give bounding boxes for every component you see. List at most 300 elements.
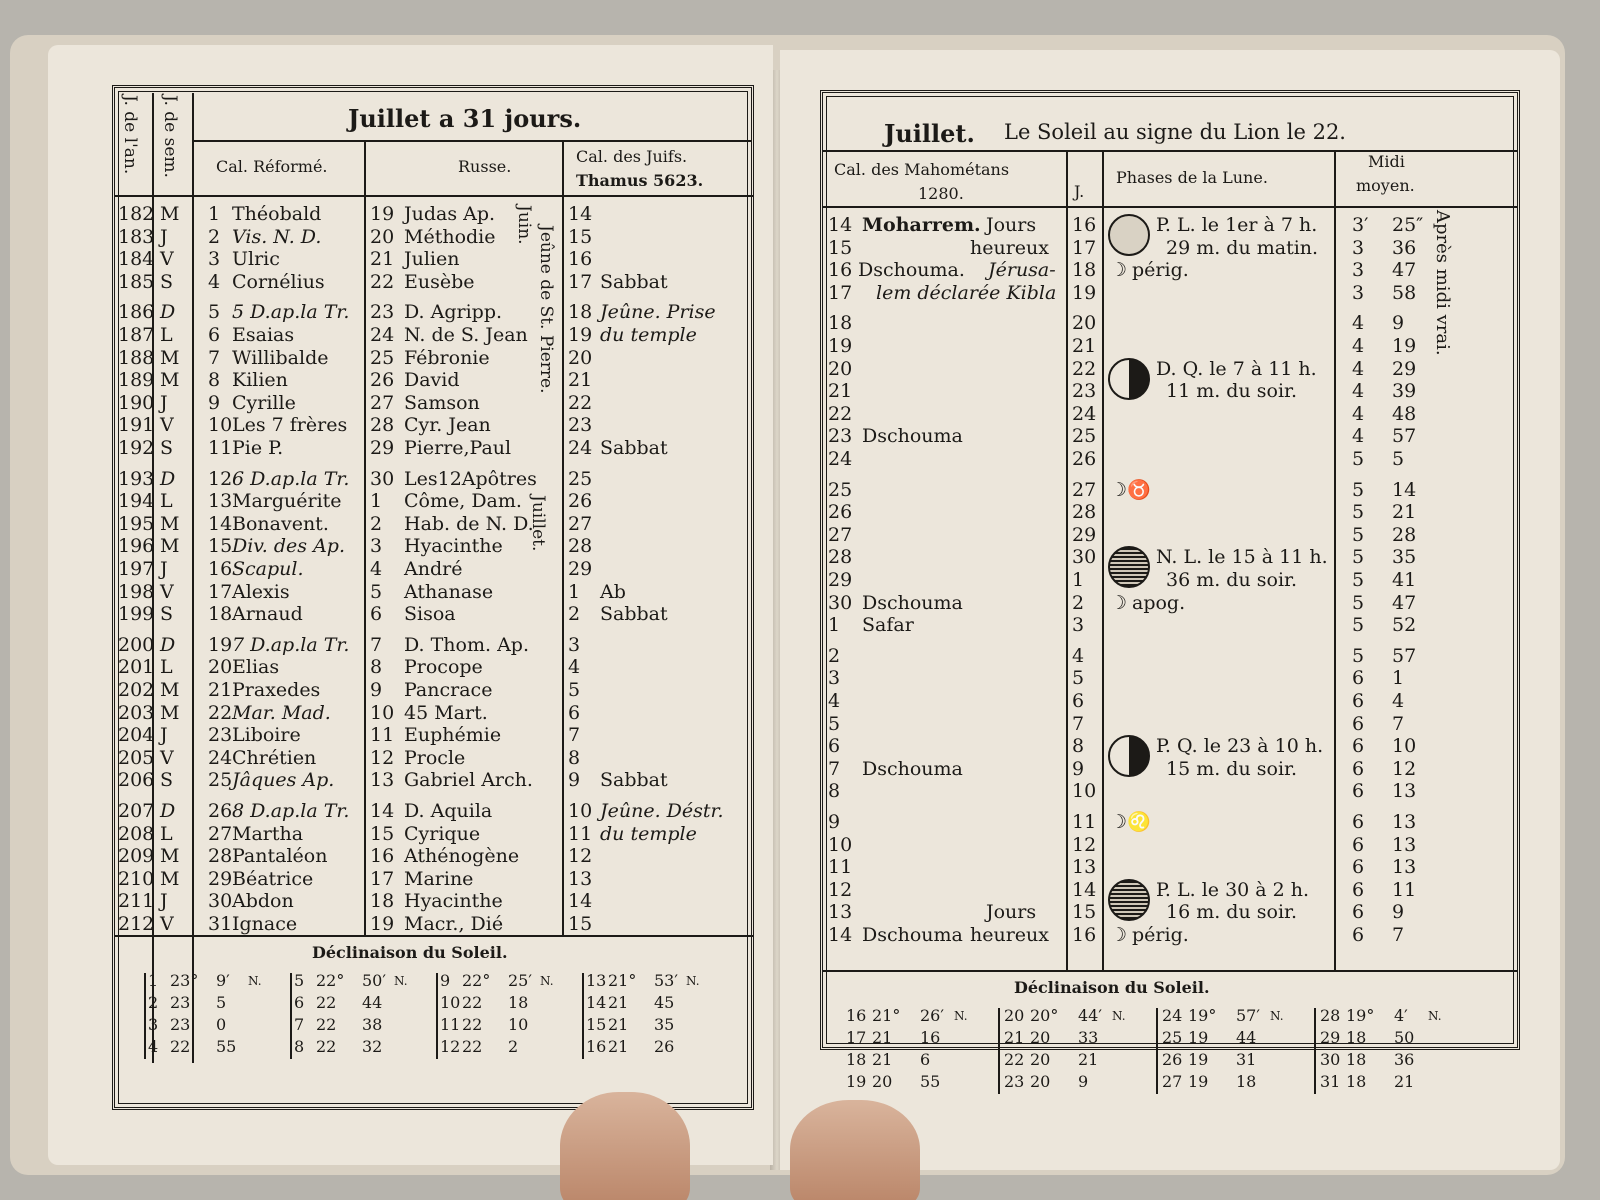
row-jour-sem: V	[160, 913, 174, 935]
left-page-title: Juillet a 31 jours.	[348, 104, 582, 133]
col-mahometans: Cal. des Mahométans	[834, 160, 1010, 179]
decl-deg: 18	[1346, 1028, 1367, 1047]
row-jour-sem: L	[160, 324, 173, 346]
row-saint: Liboire	[232, 724, 301, 747]
row-jour-an: 192	[118, 437, 155, 459]
decl-min: 4′	[1394, 1006, 1408, 1025]
rule	[1066, 150, 1068, 970]
row-midi-min: 4	[1352, 425, 1365, 448]
row-mah-day: 4	[828, 690, 841, 712]
phase-pl2-time: 16 m. du soir.	[1166, 901, 1298, 924]
decl-min: 26	[654, 1037, 675, 1056]
decl-deg: 19	[1188, 1050, 1209, 1069]
note-jerusalem: Jérusa-	[988, 259, 1056, 282]
decl-min: 55	[216, 1037, 237, 1056]
row-saint: Théobald	[232, 203, 322, 225]
row-midi-min: 5	[1352, 644, 1365, 667]
row-jour-an: 204	[118, 724, 155, 747]
col-phases: Phases de la Lune.	[1116, 168, 1268, 187]
row-russe-day: 19	[370, 203, 395, 225]
row-midi-sec: 5	[1392, 448, 1405, 470]
decl-min: 10	[508, 1015, 529, 1034]
row-j: 8	[1072, 735, 1085, 758]
note-heureux: heureux	[970, 924, 1049, 946]
row-juif-day: 16	[568, 248, 593, 271]
row-midi-sec: 4	[1392, 690, 1405, 712]
decl-day: 13	[586, 971, 607, 990]
decl-day: 26	[1162, 1050, 1183, 1069]
row-mah-note: Safar	[862, 614, 914, 637]
row-russe-day: 12	[370, 746, 395, 769]
row-midi-sec: 52	[1392, 614, 1417, 637]
row-juif-day: 20	[568, 346, 593, 369]
row-day: 27	[208, 822, 233, 845]
row-juif-note: Sabbat	[600, 270, 668, 293]
row-day: 15	[208, 535, 233, 558]
row-day: 22	[208, 701, 233, 724]
row-j: 29	[1072, 523, 1097, 546]
decl-min: 16	[920, 1028, 941, 1047]
row-midi-sec: 47	[1392, 259, 1417, 282]
decl-deg: 20	[1030, 1050, 1051, 1069]
row-midi-min: 6	[1352, 833, 1365, 856]
row-russe-day: 25	[370, 346, 395, 369]
decl-day: 7	[294, 1015, 305, 1034]
row-jour-sem: V	[160, 580, 174, 603]
row-jour-sem: D	[160, 800, 176, 822]
decl-min: 57′	[1236, 1006, 1260, 1025]
decl-deg: 21	[872, 1050, 893, 1069]
decl-deg: 19°	[1188, 1006, 1217, 1025]
row-saint: Martha	[232, 822, 304, 845]
row-juif-day: 14	[568, 890, 593, 913]
row-midi-sec: 11	[1392, 878, 1417, 901]
row-j: 26	[1072, 448, 1097, 470]
decl-deg: 19	[1188, 1072, 1209, 1091]
right-page	[780, 50, 1560, 1170]
row-midi-min: 3′	[1352, 214, 1369, 236]
decl-ns: N.	[394, 974, 408, 988]
col-j: J.	[1074, 182, 1085, 201]
phase-dq-time: 11 m. du soir.	[1166, 380, 1298, 403]
decl-day: 25	[1162, 1028, 1183, 1047]
row-russe-saint: Sisoa	[404, 603, 456, 626]
row-jour-sem: V	[160, 248, 174, 271]
row-russe-day: 19	[370, 913, 395, 935]
rule	[1102, 150, 1104, 970]
row-j: 25	[1072, 425, 1097, 448]
row-saint: Elias	[232, 656, 280, 679]
phase-pl2: P. L. le 30 à 2 h.	[1156, 878, 1310, 901]
decl-day: 29	[1320, 1028, 1341, 1047]
row-mah-note: Dschouma	[862, 924, 963, 946]
row-juif-note: Ab	[600, 580, 626, 603]
row-mah-day: 21	[828, 380, 853, 403]
row-midi-min: 5	[1352, 569, 1365, 591]
row-j: 14	[1072, 878, 1097, 901]
row-mah-day: 6	[828, 735, 841, 758]
decl-deg: 22	[316, 1015, 337, 1034]
decl-ns: N.	[1112, 1009, 1126, 1023]
row-russe-day: 9	[370, 679, 383, 701]
decl-min: 6	[920, 1050, 931, 1069]
row-jour-sem: V	[160, 746, 174, 769]
thumb-right	[790, 1100, 920, 1200]
row-russe-saint: Côme, Dam.	[404, 490, 522, 513]
decl-min: 55	[920, 1072, 941, 1091]
row-juif-day: 18	[568, 301, 593, 324]
rule	[822, 206, 1518, 208]
row-j: 16	[1072, 924, 1097, 946]
row-midi-sec: 7	[1392, 712, 1405, 735]
row-jour-sem: J	[160, 391, 168, 414]
row-juif-day: 27	[568, 512, 593, 535]
decl-deg: 19°	[1346, 1006, 1375, 1025]
row-saint: Jâques Ap.	[232, 769, 335, 792]
row-russe-saint: Cyrique	[404, 822, 481, 845]
phase-perig: périg.	[1132, 259, 1189, 282]
row-russe-day: 15	[370, 822, 395, 845]
row-russe-day: 1	[370, 490, 383, 513]
decl-min: 36	[1394, 1050, 1415, 1069]
row-midi-sec: 29	[1392, 357, 1417, 380]
row-juif-day: 4	[568, 656, 581, 679]
thumb-left	[560, 1092, 690, 1200]
phase-pq-time: 15 m. du soir.	[1166, 757, 1298, 780]
row-juif-day: 13	[568, 867, 593, 890]
decl-min: 44	[362, 993, 383, 1012]
decl-day: 11	[440, 1015, 461, 1034]
row-russe-saint: Macr., Dié	[404, 913, 504, 935]
row-jour-an: 199	[118, 603, 155, 626]
row-day: 6	[208, 324, 221, 346]
row-midi-min: 5	[1352, 614, 1365, 637]
phase-pq: P. Q. le 23 à 10 h.	[1156, 735, 1324, 758]
row-saint: 6 D.ap.la Tr.	[232, 467, 350, 490]
row-jour-an: 186	[118, 301, 155, 324]
decl-min: 21	[1394, 1072, 1415, 1091]
row-mah-day: 3	[828, 667, 841, 690]
row-day: 30	[208, 890, 233, 913]
row-day: 19	[208, 633, 233, 656]
row-russe-saint: Pierre,Paul	[404, 437, 512, 459]
row-mah-day: 7	[828, 757, 841, 780]
row-saint: Div. des Ap.	[232, 535, 345, 558]
row-juif-day: 17	[568, 270, 593, 293]
row-saint: 7 D.ap.la Tr.	[232, 633, 350, 656]
right-title-sign: Le Soleil au signe du Lion le 22.	[1004, 120, 1346, 144]
row-saint: Pie P.	[232, 437, 284, 459]
row-mah-day: 22	[828, 402, 853, 425]
row-jour-sem: S	[160, 603, 174, 626]
row-mah-note: Moharrem.	[862, 214, 981, 236]
russe-side-juin: Juin.	[514, 205, 534, 245]
row-jour-an: 184	[118, 248, 155, 271]
row-midi-min: 5	[1352, 448, 1365, 470]
decl-min: 18	[508, 993, 529, 1012]
row-midi-sec: 19	[1392, 335, 1417, 357]
col-jour-de-lan: J. de l'an.	[120, 95, 140, 175]
row-midi-sec: 48	[1392, 402, 1417, 425]
row-russe-day: 14	[370, 800, 395, 822]
decl-day: 24	[1162, 1006, 1183, 1025]
row-midi-min: 3	[1352, 281, 1365, 304]
decl-deg: 18	[1346, 1050, 1367, 1069]
row-day: 31	[208, 913, 233, 935]
row-midi-min: 4	[1352, 335, 1365, 357]
row-jour-sem: M	[160, 346, 180, 369]
row-j: 23	[1072, 380, 1097, 403]
row-russe-day: 10	[370, 701, 395, 724]
row-day: 2	[208, 225, 221, 248]
row-juif-day: 19	[568, 324, 593, 346]
row-russe-saint: Julien	[404, 248, 460, 271]
row-j: 21	[1072, 335, 1097, 357]
row-midi-sec: 41	[1392, 569, 1417, 591]
row-midi-min: 6	[1352, 712, 1365, 735]
row-day: 16	[208, 558, 233, 580]
row-saint: Les 7 frères	[232, 414, 348, 437]
row-day: 3	[208, 248, 221, 271]
side-apres-midi: Après midi vrai.	[1432, 210, 1453, 356]
row-j: 1	[1072, 569, 1085, 591]
col-jour-de-sem: J. de sem.	[160, 95, 180, 178]
row-saint: Ulric	[232, 248, 280, 271]
row-juif-day: 3	[568, 633, 581, 656]
row-russe-saint: Méthodie	[404, 225, 496, 248]
decl-min: 26′	[920, 1006, 944, 1025]
row-jour-sem: M	[160, 679, 180, 701]
row-juif-day: 14	[568, 203, 593, 225]
row-day: 20	[208, 656, 233, 679]
row-mah-day: 26	[828, 501, 853, 524]
row-midi-sec: 13	[1392, 856, 1417, 879]
row-juif-day: 26	[568, 490, 593, 513]
decl-day: 15	[586, 1015, 607, 1034]
row-day: 12	[208, 467, 233, 490]
row-jour-an: 203	[118, 701, 155, 724]
row-day: 9	[208, 391, 221, 414]
row-juif-note: Sabbat	[600, 769, 668, 792]
row-mah-day: 20	[828, 357, 853, 380]
row-j: 18	[1072, 259, 1097, 282]
col-russe: Russe.	[458, 157, 512, 176]
row-jour-sem: J	[160, 558, 168, 580]
row-midi-sec: 36	[1392, 236, 1417, 259]
row-jour-sem: L	[160, 490, 173, 513]
row-midi-min: 6	[1352, 735, 1365, 758]
decl-day: 27	[1162, 1072, 1183, 1091]
row-mah-day: 28	[828, 546, 853, 569]
row-midi-min: 6	[1352, 878, 1365, 901]
row-mah-day: 8	[828, 780, 841, 803]
decl-deg: 20	[1030, 1028, 1051, 1047]
decl-day: 22	[1004, 1050, 1025, 1069]
decl-deg: 23	[170, 993, 191, 1012]
row-juif-day: 6	[568, 701, 581, 724]
row-jour-an: 206	[118, 769, 155, 792]
russe-side-jeune: Jeûne de St. Pierre.	[536, 225, 556, 394]
row-j: 27	[1072, 478, 1097, 501]
row-day: 5	[208, 301, 221, 324]
row-mah-day: 24	[828, 448, 853, 470]
decl-deg: 21°	[872, 1006, 901, 1025]
row-russe-day: 5	[370, 580, 383, 603]
decl-min: 0	[216, 1015, 227, 1034]
decl-deg: 22	[462, 1037, 483, 1056]
row-jour-sem: J	[160, 724, 168, 747]
decl-deg: 21	[872, 1028, 893, 1047]
row-juif-day: 10	[568, 800, 593, 822]
row-j: 22	[1072, 357, 1097, 380]
row-j: 13	[1072, 856, 1097, 879]
row-juif-note: du temple	[600, 822, 697, 845]
row-day: 14	[208, 512, 233, 535]
row-mah-day: 15	[828, 236, 853, 259]
rule	[144, 973, 146, 1059]
row-juif-day: 9	[568, 769, 581, 792]
row-saint: Marguérite	[232, 490, 342, 513]
row-russe-day: 27	[370, 391, 395, 414]
row-jour-an: 191	[118, 414, 155, 437]
row-juif-day: 22	[568, 391, 593, 414]
row-mah-day: 14	[828, 924, 853, 946]
row-midi-sec: 47	[1392, 591, 1417, 614]
row-saint: 5 D.ap.la Tr.	[232, 301, 350, 324]
decl-min: 33	[1078, 1028, 1099, 1047]
row-mah-note: Dschouma.	[858, 259, 965, 282]
decl-day: 21	[1004, 1028, 1025, 1047]
row-jour-an: 207	[118, 800, 155, 822]
left-page	[48, 45, 773, 1165]
row-saint: Chrétien	[232, 746, 317, 769]
phase-dq: D. Q. le 7 à 11 h.	[1156, 357, 1317, 380]
row-russe-saint: Procle	[404, 746, 466, 769]
row-mah-day: 2	[828, 644, 841, 667]
rule	[192, 93, 194, 1063]
row-juif-day: 1	[568, 580, 581, 603]
row-mah-note: Dschouma	[862, 757, 963, 780]
row-mah-day: 13	[828, 901, 853, 924]
row-midi-sec: 13	[1392, 811, 1417, 833]
row-midi-sec: 13	[1392, 833, 1417, 856]
decl-min: 31	[1236, 1050, 1257, 1069]
row-j: 2	[1072, 591, 1085, 614]
decl-min: 9′	[216, 971, 230, 990]
row-russe-saint: Athanase	[404, 580, 494, 603]
decl-min: 2	[508, 1037, 519, 1056]
row-russe-saint: Athénogène	[404, 845, 520, 868]
row-day: 18	[208, 603, 233, 626]
decl-min: 5	[216, 993, 227, 1012]
decl-day: 5	[294, 971, 305, 990]
row-juif-note: Jeûne. Déstr.	[600, 800, 724, 822]
row-jour-an: 200	[118, 633, 155, 656]
col-cal-juifs: Cal. des Juifs.	[576, 147, 688, 166]
row-day: 23	[208, 724, 233, 747]
note-jours: Jours	[986, 901, 1037, 924]
row-jour-an: 183	[118, 225, 155, 248]
decl-day: 31	[1320, 1072, 1341, 1091]
decl-day: 2	[148, 993, 159, 1012]
decl-day: 1	[148, 971, 159, 990]
row-russe-saint: 45 Mart.	[404, 701, 488, 724]
row-saint: Cornélius	[232, 270, 325, 293]
row-russe-day: 4	[370, 558, 383, 580]
row-saint: Vis. N. D.	[232, 225, 322, 248]
row-jour-sem: M	[160, 845, 180, 868]
decl-deg: 18	[1346, 1072, 1367, 1091]
note-jours: Jours	[986, 214, 1037, 236]
decl-min: 45	[654, 993, 675, 1012]
row-j: 30	[1072, 546, 1097, 569]
row-mah-day: 12	[828, 878, 853, 901]
row-russe-day: 17	[370, 867, 395, 890]
row-midi-sec: 57	[1392, 425, 1417, 448]
decl-day: 10	[440, 993, 461, 1012]
row-saint: Mar. Mad.	[232, 701, 331, 724]
decl-day: 14	[586, 993, 607, 1012]
row-russe-saint: Fébronie	[404, 346, 490, 369]
row-saint: Esaias	[232, 324, 295, 346]
row-russe-saint: Eusèbe	[404, 270, 475, 293]
row-midi-min: 5	[1352, 501, 1365, 524]
decl-ns: N.	[686, 974, 700, 988]
decl-deg: 20	[872, 1072, 893, 1091]
moon-phase-icon	[1108, 879, 1150, 921]
row-day: 26	[208, 800, 233, 822]
row-saint: Abdon	[232, 890, 294, 913]
row-jour-sem: S	[160, 437, 174, 459]
decl-deg: 21	[608, 1015, 629, 1034]
col-cal-reforme: Cal. Réformé.	[216, 157, 328, 176]
row-russe-saint: Hyacinthe	[404, 535, 503, 558]
rule	[114, 195, 754, 197]
col-juifs-year: Thamus 5623.	[576, 171, 704, 190]
row-j: 3	[1072, 614, 1085, 637]
row-saint: Willibalde	[232, 346, 329, 369]
rule	[364, 140, 366, 935]
row-midi-min: 5	[1352, 523, 1365, 546]
row-day: 21	[208, 679, 233, 701]
row-saint: Ignace	[232, 913, 298, 935]
row-saint: Cyrille	[232, 391, 296, 414]
row-midi-sec: 7	[1392, 924, 1405, 946]
row-russe-day: 28	[370, 414, 395, 437]
row-midi-sec: 39	[1392, 380, 1417, 403]
decl-day: 28	[1320, 1006, 1341, 1025]
row-mah-day: 27	[828, 523, 853, 546]
decl-min: 18	[1236, 1072, 1257, 1091]
row-jour-sem: L	[160, 656, 173, 679]
row-mah-day: 18	[828, 312, 853, 335]
moon-phase-icon	[1108, 735, 1150, 777]
decl-deg: 22°	[316, 971, 345, 990]
row-saint: Alexis	[232, 580, 290, 603]
row-juif-day: 2	[568, 603, 581, 626]
row-jour-an: 196	[118, 535, 155, 558]
right-decl-title: Déclinaison du Soleil.	[1014, 978, 1210, 997]
decl-deg: 22	[462, 1015, 483, 1034]
row-midi-min: 3	[1352, 259, 1365, 282]
row-saint: 8 D.ap.la Tr.	[232, 800, 350, 822]
decl-min: 32	[362, 1037, 383, 1056]
left-decl-title: Déclinaison du Soleil.	[312, 943, 508, 962]
row-juif-note: Sabbat	[600, 603, 668, 626]
row-jour-sem: D	[160, 467, 176, 490]
moon-icon: ☽	[1110, 259, 1128, 282]
row-midi-sec: 9	[1392, 312, 1405, 335]
